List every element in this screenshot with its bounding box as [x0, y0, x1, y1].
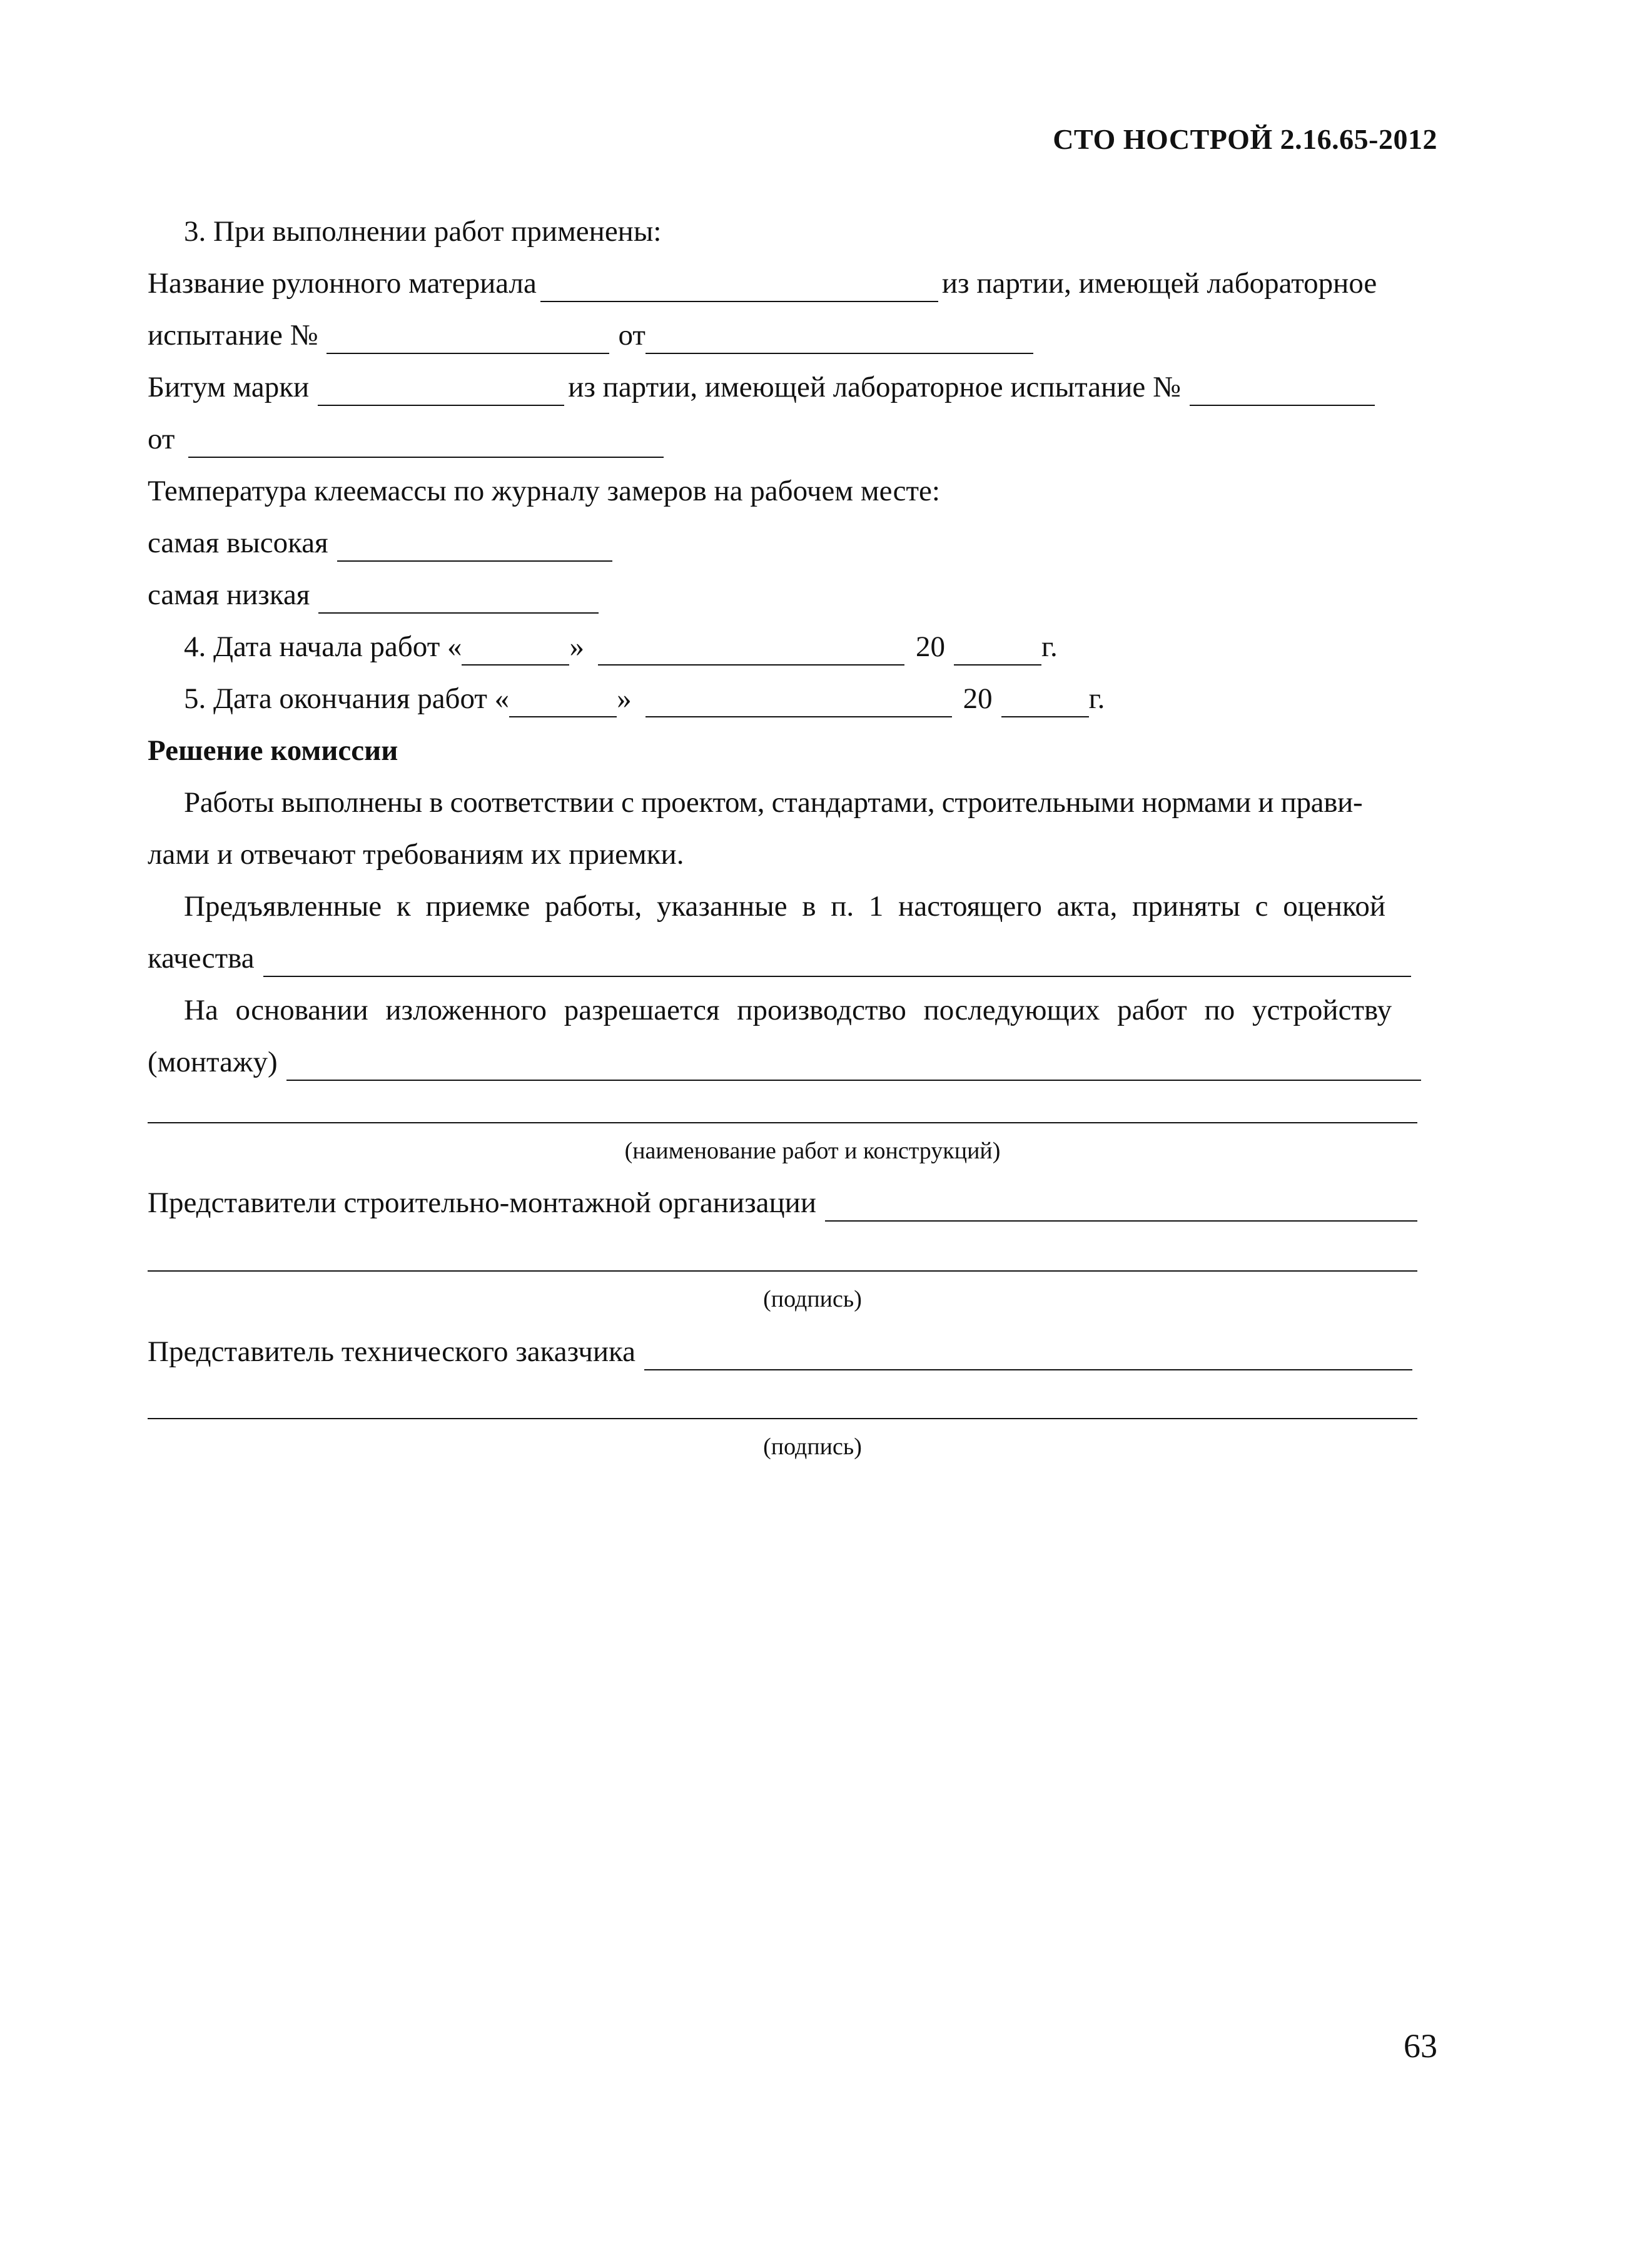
customer-signature-line[interactable]: [148, 1418, 1417, 1419]
decision-para1-line1: Работы выполнены в соответствии с проектом, стандартами, строительными нормами и прави-: [184, 786, 1363, 819]
works-row: [148, 1043, 1421, 1081]
decision-para1-line2: лами и отвечают требованиям их приемки.: [148, 838, 684, 871]
temperature-label: Температура клеемассы по журналу замеров на рабочем месте:: [148, 475, 940, 507]
contractor-row: [148, 1184, 1417, 1222]
temp-low-label: самая низкая: [148, 579, 310, 611]
end-date-row: [148, 680, 1454, 717]
start-month-field[interactable]: [598, 635, 904, 666]
contractor-label: Представители строительно-монтажной организации: [148, 1187, 816, 1219]
bitumen-from-label: от: [148, 423, 175, 455]
section3-heading: 3. При выполнении работ применены:: [184, 215, 662, 248]
works-continuation-line[interactable]: [148, 1122, 1417, 1123]
bitumen-label: Битум марки: [148, 371, 310, 403]
decision-para3-line1: На основании изложенного разрешается производство последующих работ по устройству: [184, 994, 1392, 1026]
contractor-name-field[interactable]: [825, 1192, 1417, 1222]
quality-row: [148, 939, 1411, 977]
material-name-field[interactable]: [540, 272, 938, 302]
test-from-label: от: [618, 319, 645, 352]
bitumen-from-date-field[interactable]: [188, 428, 664, 458]
temp-high-field[interactable]: [337, 532, 612, 562]
customer-row: [148, 1333, 1412, 1370]
material-row: [148, 265, 1417, 302]
material-suffix: из партии, имеющей лабораторное: [941, 267, 1377, 300]
end-year-suffix: г.: [1088, 682, 1105, 715]
start-date-label: 4. Дата начала работ «: [184, 630, 462, 663]
test-label: испытание №: [148, 319, 318, 352]
bitumen-suffix: из партии, имеющей лабораторное испытание №: [568, 371, 1181, 403]
page-number: 63: [1404, 2027, 1437, 2065]
quality-field[interactable]: [263, 947, 1411, 977]
temp-high-row: [148, 524, 1417, 562]
start-day-field[interactable]: [462, 635, 569, 666]
works-field[interactable]: [286, 1051, 1421, 1081]
end-date-label: 5. Дата окончания работ «: [184, 682, 510, 715]
end-century: 20: [963, 682, 993, 715]
contractor-signature-line[interactable]: [148, 1270, 1417, 1272]
test-date-field[interactable]: [645, 324, 1033, 354]
quality-label: качества: [148, 942, 255, 975]
decision-para2-line1: Предъявленные к приемке работы, указанные в п. 1 настоящего акта, приняты с оценкой: [184, 890, 1385, 923]
test-row: [148, 316, 1417, 354]
works-caption: (наименование работ и конструкций): [624, 1138, 1001, 1164]
document-code-header: СТО НОСТРОЙ 2.16.65-2012: [1053, 123, 1437, 155]
start-date-row: [148, 628, 1454, 666]
temp-low-field[interactable]: [318, 584, 599, 614]
end-month-field[interactable]: [645, 687, 952, 717]
customer-label: Представитель технического заказчика: [148, 1335, 636, 1368]
bitumen-row: [148, 368, 1417, 406]
start-century: 20: [915, 630, 945, 663]
contractor-signature-caption: (подпись): [763, 1286, 862, 1312]
end-year-field[interactable]: [1001, 687, 1089, 717]
start-year-suffix: г.: [1041, 630, 1058, 663]
test-number-field[interactable]: [327, 324, 609, 354]
bitumen-test-number-field[interactable]: [1190, 376, 1375, 406]
temp-low-row: [148, 576, 1417, 614]
end-quote-close: »: [617, 682, 632, 715]
end-day-field[interactable]: [509, 687, 617, 717]
customer-name-field[interactable]: [644, 1340, 1412, 1370]
decision-heading: Решение комиссии: [148, 734, 398, 767]
start-quote-close: »: [569, 630, 584, 663]
bitumen-from-row: [148, 420, 1417, 458]
customer-signature-caption: (подпись): [763, 1434, 862, 1460]
bitumen-grade-field[interactable]: [318, 376, 564, 406]
temp-high-label: самая высокая: [148, 527, 328, 559]
start-year-field[interactable]: [954, 635, 1041, 666]
works-label: (монтажу): [148, 1046, 278, 1078]
material-label: Название рулонного материала: [148, 267, 537, 300]
